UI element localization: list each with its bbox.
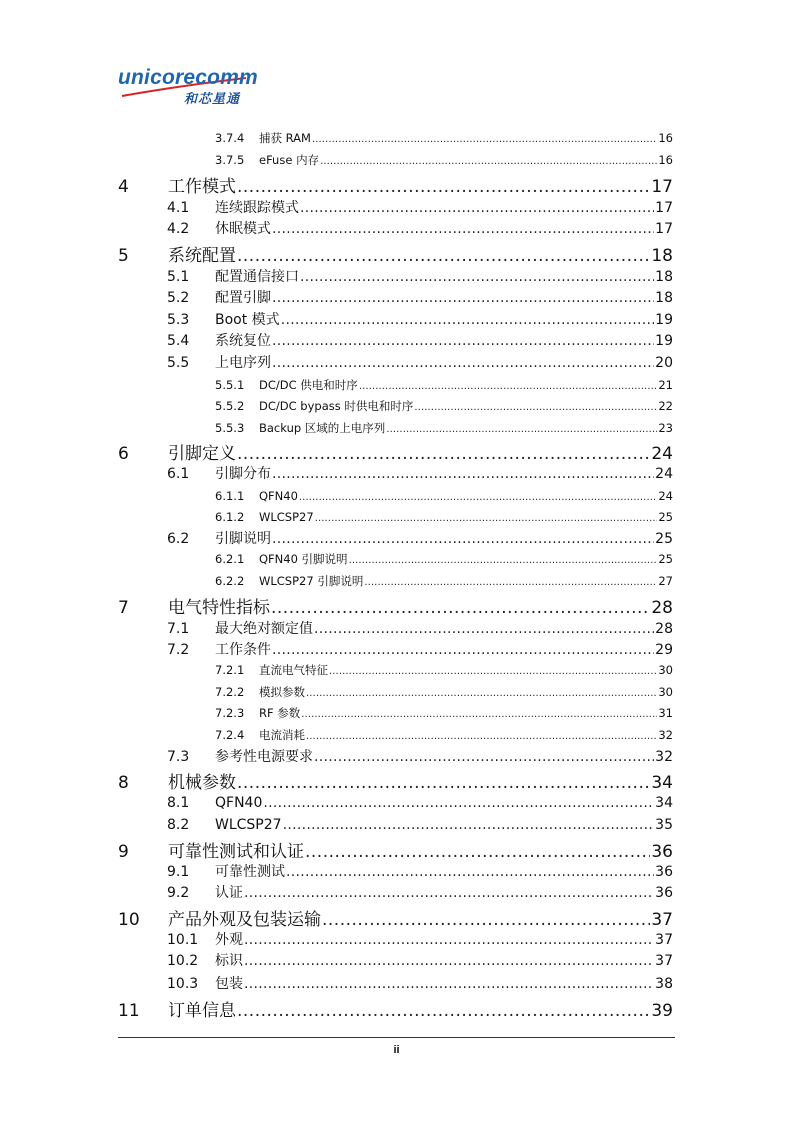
toc-dot-leader (281, 312, 654, 328)
toc-entry-page: 17 (655, 221, 673, 237)
toc-entry[interactable] (215, 152, 673, 168)
toc-entry-page: 25 (658, 510, 673, 524)
toc-entry-title: 工作模式 (168, 177, 236, 197)
toc-entry-number: 7.2 (167, 642, 190, 658)
toc-entry-title: 最大绝对额定值 (215, 621, 313, 637)
toc-entry-number: 8.1 (167, 795, 190, 811)
toc-entry[interactable] (167, 882, 673, 902)
toc-entry[interactable] (167, 817, 673, 837)
toc-entry[interactable] (167, 528, 673, 548)
toc-dot-leader (359, 381, 658, 392)
toc-entry-title: 引脚定义 (168, 444, 236, 464)
logo-wordmark: unicorecomm (118, 66, 258, 89)
toc-entry-title: 休眠模式 (215, 221, 271, 237)
toc-entry-number: 6.1.2 (215, 510, 245, 524)
toc-entry[interactable] (215, 377, 673, 393)
toc-entry-page: 24 (651, 444, 673, 464)
toc-dot-leader (305, 842, 650, 862)
toc-entry-page: 25 (658, 552, 673, 566)
toc-entry[interactable] (167, 950, 673, 970)
toc-entry-title: 连续跟踪模式 (215, 200, 299, 216)
toc-dot-leader (314, 749, 654, 765)
toc-dot-leader (237, 1001, 650, 1021)
toc-entry[interactable] (118, 172, 673, 197)
toc-dot-leader (237, 177, 650, 197)
toc-dot-leader (349, 555, 658, 566)
toc-dot-leader (314, 621, 654, 637)
toc-entry-number: 5.1 (167, 269, 190, 285)
toc-entry-title: RF 参数 (259, 706, 301, 720)
toc-entry-number: 5.3 (167, 312, 190, 328)
toc-entry-title: 产品外观及包装运输 (168, 910, 321, 930)
toc-entry[interactable] (215, 727, 673, 743)
toc-entry-title: 捕获 RAM (259, 131, 311, 145)
toc-entry-number: 6 (118, 444, 129, 464)
toc-entry-title: DC/DC 供电和时序 (259, 378, 358, 392)
toc-entry-title: 配置引脚 (215, 290, 271, 306)
toc-entry[interactable] (167, 266, 673, 286)
toc-entry-number: 7 (118, 598, 129, 618)
toc-entry-page: 37 (655, 932, 673, 948)
toc-entry-number: 10.3 (167, 976, 199, 992)
toc-entry-number: 4.2 (167, 221, 190, 237)
toc-entry-title: QFN40 (259, 489, 298, 503)
toc-entry-page: 24 (658, 489, 673, 503)
footer-divider (118, 1037, 675, 1038)
toc-entry[interactable] (167, 463, 673, 483)
toc-entry[interactable] (167, 746, 673, 766)
toc-entry[interactable] (215, 705, 673, 721)
toc-entry-page: 37 (655, 953, 673, 969)
toc-entry[interactable] (167, 287, 673, 307)
toc-entry-number: 5.5 (167, 355, 190, 371)
toc-entry-number: 4.1 (167, 200, 190, 216)
toc-entry-title: WLCSP27 (259, 510, 314, 524)
toc-entry-title: 机械参数 (168, 773, 236, 793)
toc-entry-page: 18 (655, 290, 673, 306)
toc-dot-leader (272, 333, 654, 349)
toc-dot-leader (272, 355, 654, 371)
toc-dot-leader (272, 642, 654, 658)
toc-entry-title: 电气特性指标 (168, 598, 270, 618)
toc-entry-page: 36 (651, 842, 673, 862)
toc-entry[interactable] (215, 420, 673, 436)
toc-entry-number: 5.4 (167, 333, 190, 349)
toc-dot-leader (237, 444, 650, 464)
toc-entry[interactable] (118, 439, 673, 464)
toc-entry[interactable] (167, 929, 673, 949)
toc-entry[interactable] (215, 551, 673, 567)
toc-entry-page: 35 (655, 817, 673, 833)
toc-entry-title: 模拟参数 (259, 685, 305, 699)
toc-entry-title: 直流电气特征 (259, 663, 328, 677)
toc-entry-number: 9.2 (167, 885, 190, 901)
toc-entry-number: 7.1 (167, 621, 190, 637)
toc-entry-title: 电流消耗 (259, 728, 305, 742)
toc-entry-number: 6.2.1 (215, 552, 245, 566)
toc-entry[interactable] (215, 684, 673, 700)
toc-entry-number: 10.1 (167, 932, 199, 948)
toc-entry[interactable] (215, 573, 673, 589)
toc-entry-number: 7.3 (167, 749, 190, 765)
toc-dot-leader (414, 402, 657, 413)
toc-entry[interactable] (215, 489, 673, 505)
toc-dot-leader (272, 466, 654, 482)
toc-dot-leader (312, 134, 657, 145)
toc-dot-leader (272, 290, 654, 306)
toc-entry-number: 7.2.4 (215, 728, 245, 742)
toc-entry-title: 配置通信接口 (215, 269, 299, 285)
toc-entry[interactable] (167, 639, 673, 659)
toc-entry[interactable] (167, 352, 673, 372)
toc-dot-leader (272, 531, 654, 547)
toc-entry-page: 30 (658, 663, 673, 677)
toc-entry-page: 32 (658, 728, 673, 742)
toc-entry-page: 30 (658, 685, 673, 699)
toc-entry-title: Backup 区域的上电序列 (259, 421, 386, 435)
toc-entry-page: 31 (658, 706, 673, 720)
toc-entry[interactable] (167, 973, 673, 993)
toc-entry-number: 5.5.3 (215, 421, 245, 435)
toc-entry-title: 认证 (215, 885, 243, 901)
toc-entry-title: Boot 模式 (215, 312, 280, 328)
toc-entry-title: 引脚说明 (215, 531, 271, 547)
toc-dot-leader (237, 246, 650, 266)
toc-entry[interactable] (167, 861, 673, 881)
toc-entry-page: 17 (651, 177, 673, 197)
toc-entry-page: 34 (651, 773, 673, 793)
toc-entry-number: 8 (118, 773, 129, 793)
toc-entry-page: 22 (658, 399, 673, 413)
toc-dot-leader (386, 424, 657, 435)
toc-dot-leader (283, 817, 655, 833)
toc-entry-title: 包装 (215, 976, 243, 992)
toc-entry[interactable] (215, 398, 673, 414)
toc-entry[interactable] (167, 218, 673, 238)
toc-entry-page: 28 (651, 598, 673, 618)
toc-entry[interactable] (118, 837, 673, 862)
toc-entry[interactable] (215, 662, 673, 678)
toc-entry-number: 7.2.2 (215, 685, 245, 699)
toc-entry-number: 5.5.2 (215, 399, 245, 413)
toc-entry[interactable] (118, 241, 673, 266)
toc-dot-leader (300, 200, 654, 216)
logo-chinese-name: 和芯星通 (184, 92, 241, 107)
toc-dot-leader (306, 731, 657, 742)
toc-entry-title: 系统配置 (168, 246, 236, 266)
toc-entry-page: 39 (651, 1001, 673, 1021)
toc-entry-number: 3.7.4 (215, 131, 245, 145)
toc-dot-leader (315, 513, 658, 524)
toc-entry[interactable] (215, 130, 673, 146)
toc-entry-number: 8.2 (167, 817, 190, 833)
toc-entry-number: 6.1 (167, 466, 190, 482)
toc-entry-page: 23 (658, 421, 673, 435)
toc-entry[interactable] (118, 996, 673, 1021)
toc-entry-number: 4 (118, 177, 129, 197)
toc-dot-leader (263, 795, 654, 811)
toc-entry-number: 6.1.1 (215, 489, 245, 503)
toc-entry-number: 5 (118, 246, 129, 266)
toc-entry-title: 外观 (215, 932, 243, 948)
toc-dot-leader (300, 269, 654, 285)
toc-entry-title: 工作条件 (215, 642, 271, 658)
toc-dot-leader (271, 598, 650, 618)
toc-entry-page: 38 (655, 976, 673, 992)
toc-dot-leader (244, 976, 654, 992)
toc-entry-page: 16 (658, 153, 673, 167)
toc-dot-leader (286, 864, 654, 880)
toc-dot-leader (244, 953, 654, 969)
toc-entry-number: 7.2.3 (215, 706, 245, 720)
toc-entry-page: 29 (655, 642, 673, 658)
toc-entry[interactable] (118, 768, 673, 793)
toc-entry[interactable] (167, 309, 673, 329)
toc-entry-page: 37 (651, 910, 673, 930)
toc-entry-number: 5.2 (167, 290, 190, 306)
toc-entry-number: 3.7.5 (215, 153, 245, 167)
toc-entry-title: WLCSP27 (215, 817, 282, 833)
toc-entry-number: 6.2.2 (215, 574, 245, 588)
toc-entry[interactable] (167, 197, 673, 217)
toc-dot-leader (244, 885, 654, 901)
toc-entry-number: 7.2.1 (215, 663, 245, 677)
toc-entry-number: 9.1 (167, 864, 190, 880)
toc-entry-page: 16 (658, 131, 673, 145)
toc-entry-page: 32 (655, 749, 673, 765)
toc-entry[interactable] (118, 905, 673, 930)
toc-entry-number: 11 (118, 1001, 140, 1021)
toc-dot-leader (237, 773, 650, 793)
toc-entry-title: 可靠性测试和认证 (168, 842, 304, 862)
page-number: ii (393, 1044, 400, 1056)
toc-entry-number: 5.5.1 (215, 378, 245, 392)
toc-entry[interactable] (167, 618, 673, 638)
toc-entry-page: 24 (655, 466, 673, 482)
toc-entry-number: 6.2 (167, 531, 190, 547)
toc-entry-page: 18 (655, 269, 673, 285)
toc-dot-leader (301, 709, 657, 720)
toc-dot-leader (322, 910, 650, 930)
toc-dot-leader (329, 666, 657, 677)
toc-entry-title: WLCSP27 引脚说明 (259, 574, 364, 588)
toc-entry-page: 19 (655, 333, 673, 349)
toc-entry-page: 19 (655, 312, 673, 328)
toc-dot-leader (299, 492, 657, 503)
toc-entry-page: 18 (651, 246, 673, 266)
toc-entry-title: QFN40 引脚说明 (259, 552, 348, 566)
toc-entry-title: eFuse 内存 (259, 153, 320, 167)
toc-entry-title: 参考性电源要求 (215, 749, 313, 765)
toc-entry[interactable] (118, 593, 673, 618)
toc-entry-page: 27 (658, 574, 673, 588)
toc-entry-page: 36 (655, 885, 673, 901)
toc-entry-title: 系统复位 (215, 333, 271, 349)
toc-dot-leader (320, 156, 657, 167)
toc-entry-page: 20 (655, 355, 673, 371)
toc-entry[interactable] (215, 510, 673, 526)
toc-entry-title: 引脚分布 (215, 466, 271, 482)
toc-entry-title: 可靠性测试 (215, 864, 285, 880)
toc-dot-leader (364, 577, 657, 588)
toc-entry-page: 17 (655, 200, 673, 216)
toc-entry-number: 10 (118, 910, 140, 930)
toc-entry-title: QFN40 (215, 795, 263, 811)
toc-entry-page: 28 (655, 621, 673, 637)
toc-entry-title: DC/DC bypass 时供电和时序 (259, 399, 414, 413)
toc-entry-title: 上电序列 (215, 355, 271, 371)
toc-entry[interactable] (167, 330, 673, 350)
toc-entry-number: 10.2 (167, 953, 199, 969)
toc-entry-page: 21 (658, 378, 673, 392)
toc-entry-page: 36 (655, 864, 673, 880)
toc-entry-title: 订单信息 (168, 1001, 236, 1021)
toc-dot-leader (272, 221, 654, 237)
toc-entry-title: 标识 (215, 953, 243, 969)
toc-dot-leader (244, 932, 654, 948)
toc-entry-page: 34 (655, 795, 673, 811)
toc-entry-number: 9 (118, 842, 129, 862)
toc-entry[interactable] (167, 795, 673, 815)
toc-entry-page: 25 (655, 531, 673, 547)
toc-dot-leader (306, 688, 657, 699)
